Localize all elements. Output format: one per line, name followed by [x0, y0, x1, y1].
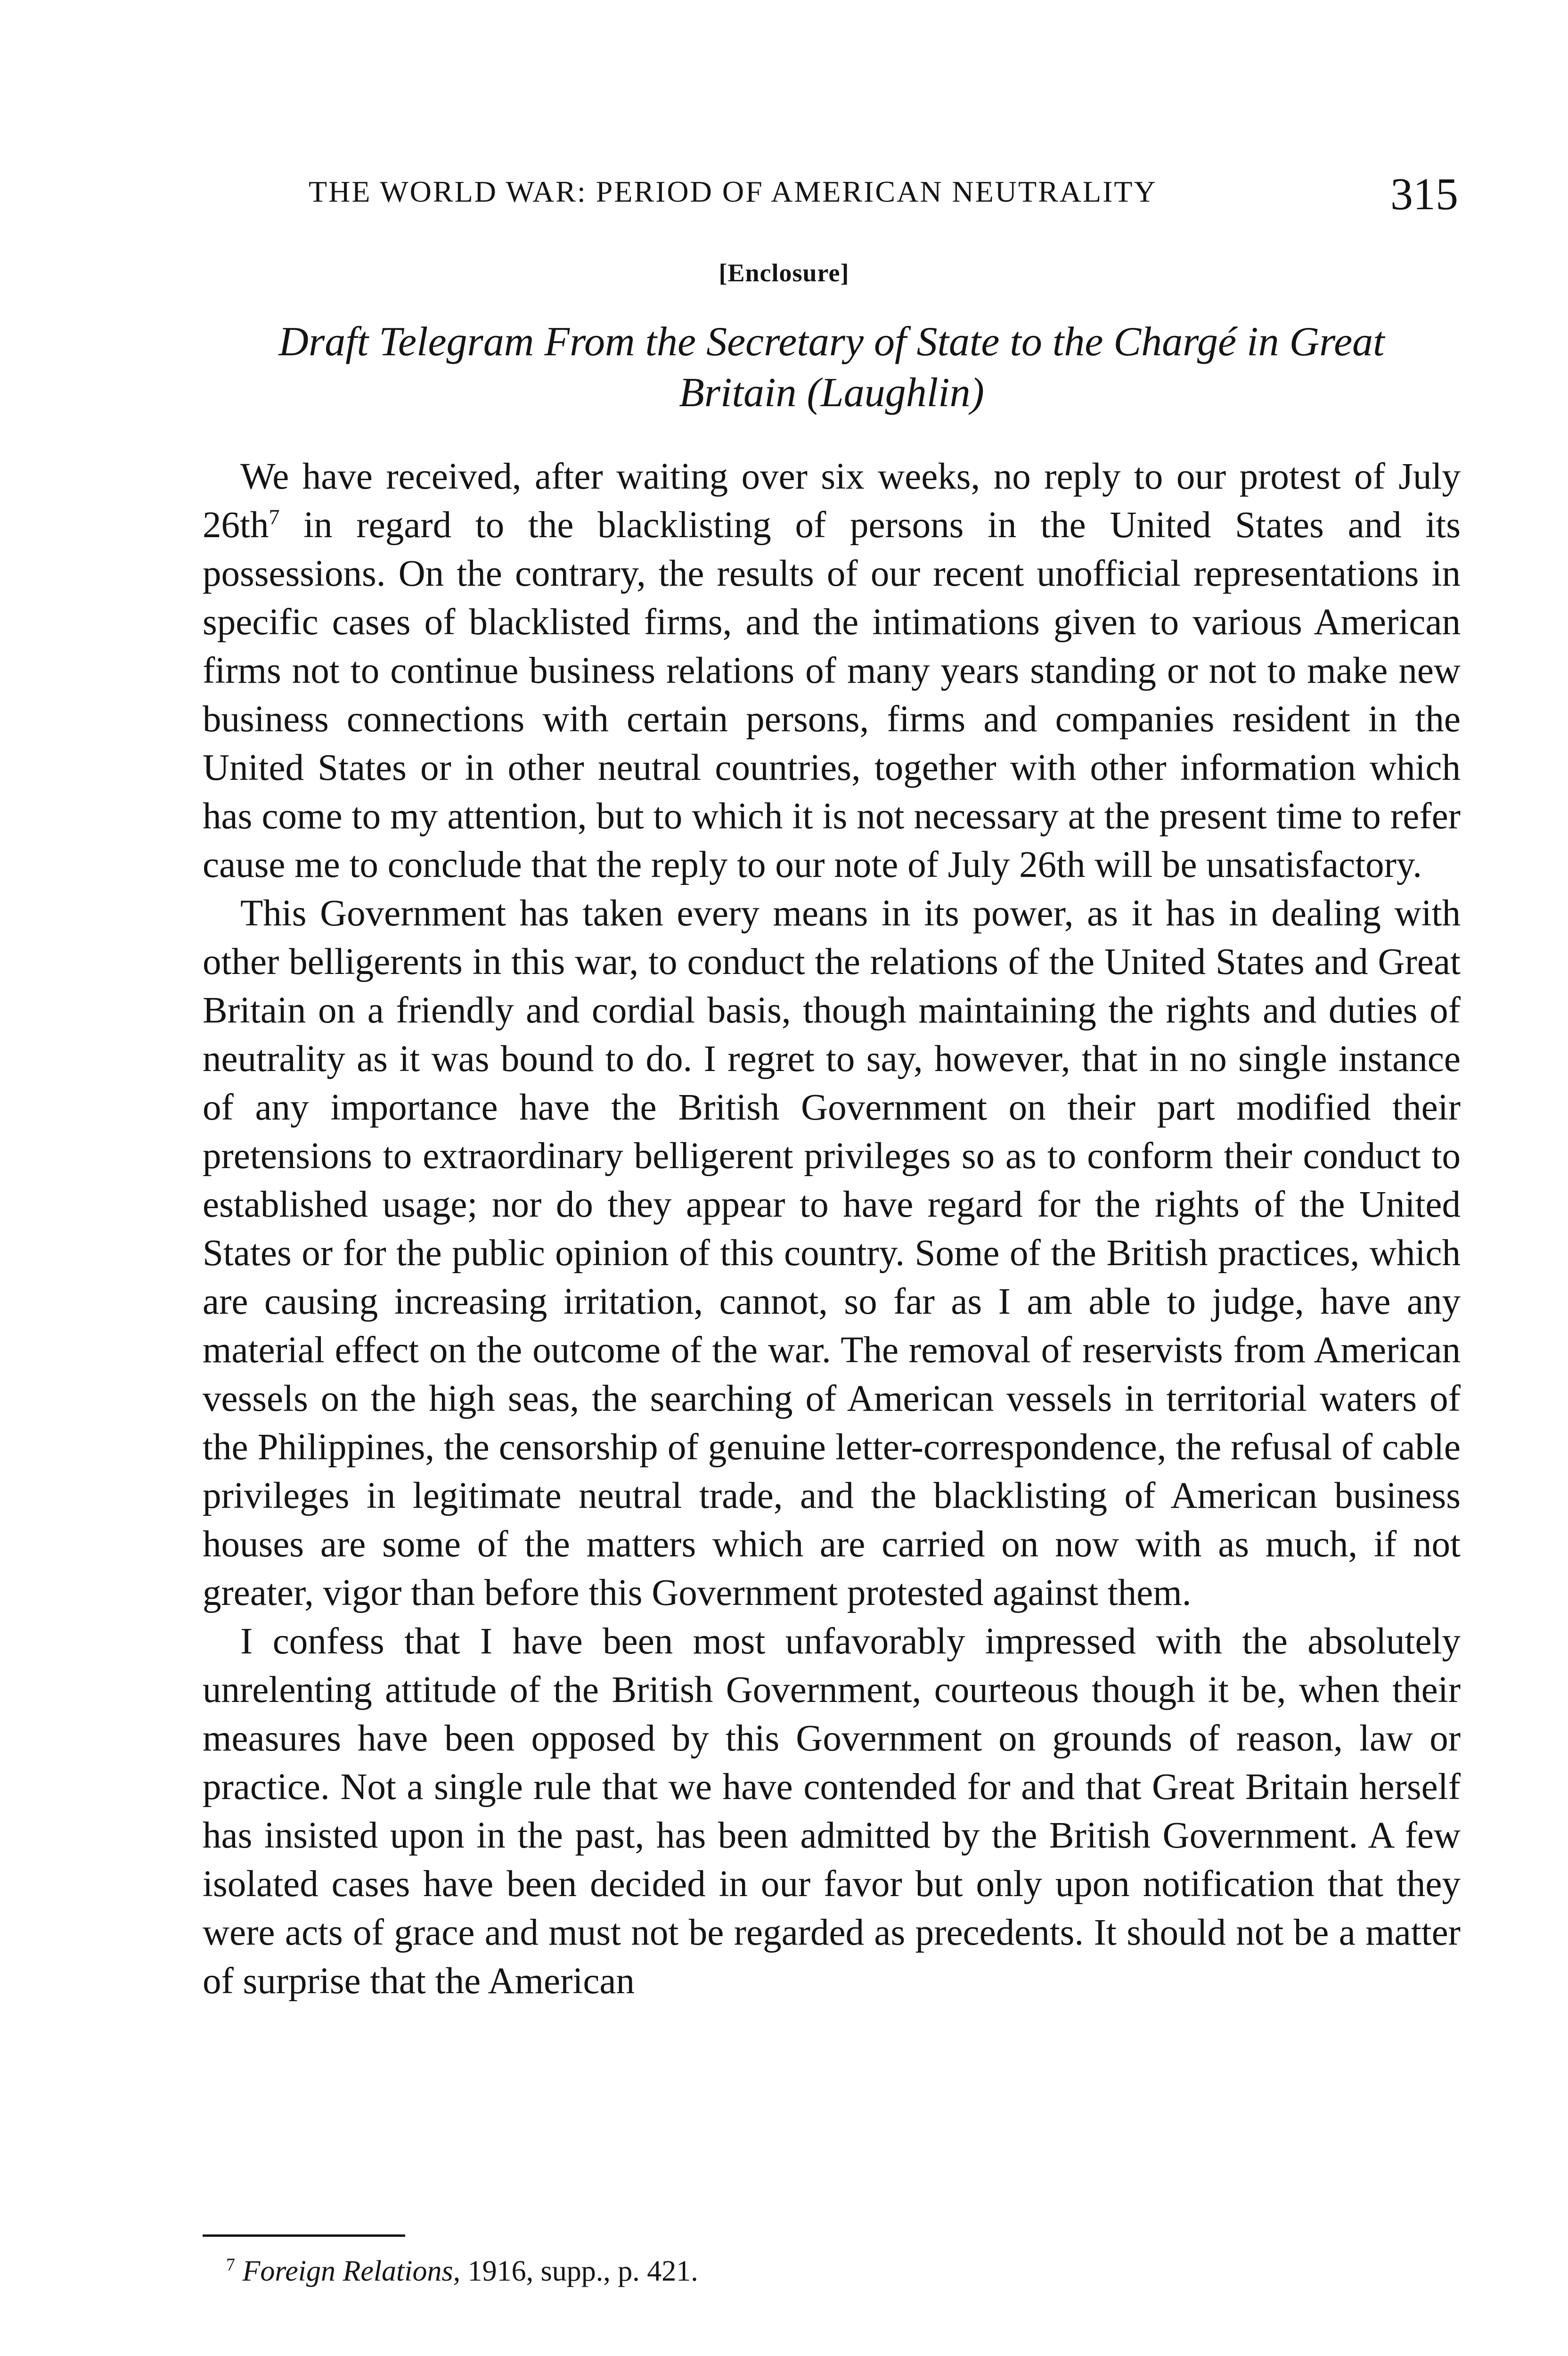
document-title	[203, 317, 1461, 418]
footnote-divider	[203, 2234, 405, 2237]
document-title-line-1: Draft Telegram From the Secretary of State to the Chargé in Great	[278, 319, 1385, 365]
paragraph-1	[203, 452, 1461, 889]
footnote-source: Foreign Relations,	[242, 2255, 461, 2287]
paragraph-3: I confess that I have been most unfavorably impressed with the absolutely unrelenting attitude of the British Government, courteous though it be, when their measures have been opposed by this Government on grounds of reason, law or practice. Not a single rule that we have contended for and that Great Britain herself has insisted upon in the past, has been admitted by the British Government. A few isolated cases have been decided in our favor but only upon notification that they were acts of grace and must not be regarded as precedents. It should not be a matter of surprise that the American	[203, 1621, 1461, 2002]
running-title: THE WORLD WAR: PERIOD OF AMERICAN NEUTRALITY	[309, 175, 1157, 208]
paragraph-2: This Government has taken every means in its power, as it has in dealing with other belligerents in this war, to conduct the relations of the United States and Great Britain on a friendly and cordial basis, though maintaining the rights and duties of neutrality as it was bound to do. I regret to say, however, that in no single instance of any importance have the British Government on their part modified their pretensions to extraordinary belligerent privileges so as to conform their conduct to established usage; nor do they appear to have regard for the rights of the United States or for the public opinion of this country. Some of the British practices, which are causing increasing irritation, cannot, so far as I am able to judge, have any material effect on the outcome of the war. The removal of reservists from American vessels on the high seas, the searching of American vessels in territorial waters of the Philippines, the censorship of genuine letter-correspondence, the refusal of cable privileges in legitimate neutral trade, and the blacklisting of American business houses are some of the matters which are carried on now with as much, if not greater, vigor than before this Government protested against them.	[203, 893, 1461, 1613]
paragraph-1-part-b: in regard to the blacklisting of persons in the United States and its possessions. On the contrary, the results of our recent unofficial representations in specific cases of blacklisted firms, and the intimations given to various American firms not to continue business relations of many years standing or not to make new business connections with certain persons, firms and companies resident in the United States or in other neutral countries, together with other information which has come to my attention, but to which it is not necessary at the present time to refer cause me to conclude that the reply to our note of July 26th will be unsatisfactory.	[203, 505, 1461, 885]
page-number: 315	[1390, 169, 1458, 219]
footnote-marker: 7	[226, 2255, 235, 2275]
footnote-citation: 1916, supp., p. 421.	[460, 2255, 698, 2287]
running-header	[309, 168, 1458, 220]
paragraph-1-part-a: We have received, after waiting over six weeks, no reply to our protest of July 26th	[203, 456, 1461, 546]
telegram-body	[203, 452, 1461, 2005]
document-title-line-2: Britain (Laughlin)	[679, 370, 984, 416]
enclosure-label: [Enclosure]	[719, 259, 849, 287]
footnote	[226, 2255, 698, 2288]
footnote-reference: 7	[269, 505, 280, 529]
